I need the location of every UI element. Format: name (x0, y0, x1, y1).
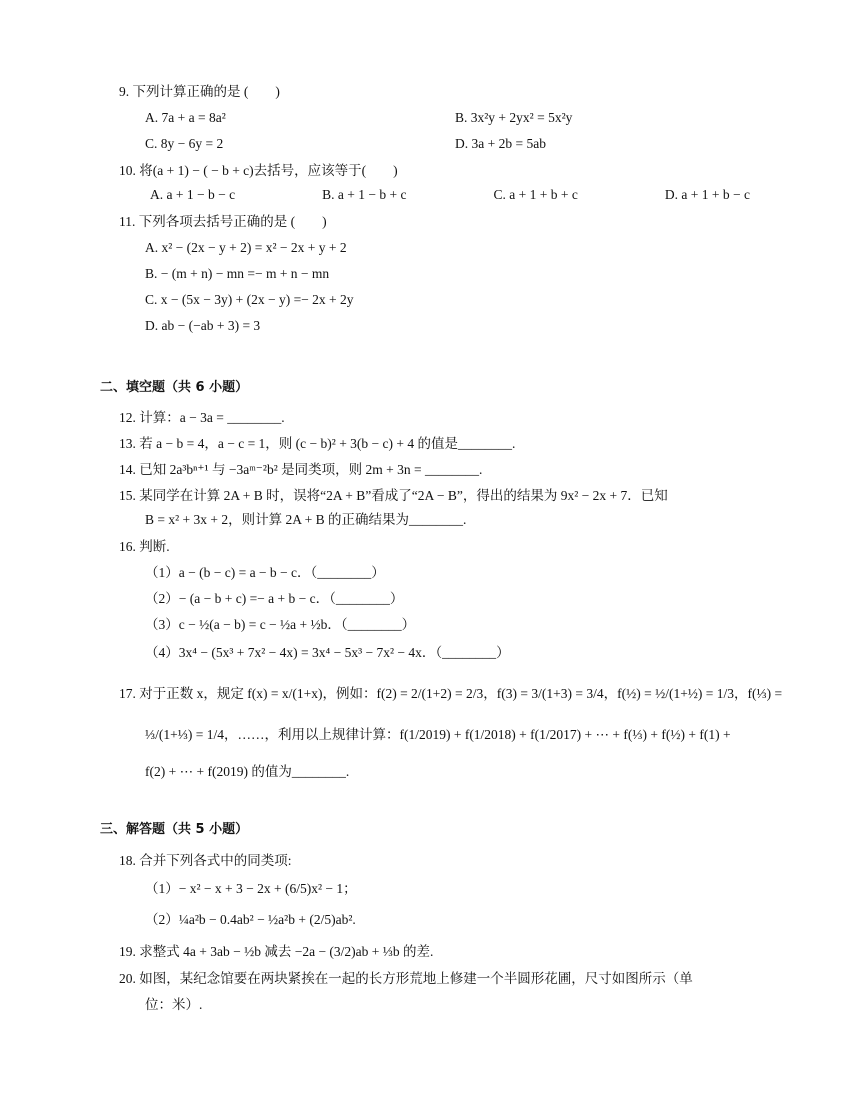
q16-stem: 16. 判断. (119, 539, 170, 554)
q15-line1: 15. 某同学在计算 2A + B 时，误将“2A + B”看成了“2A − B”，得出的结果为 9x² − 2x + 7．已知 (119, 488, 668, 503)
q12: 12. 计算：a − 3a = ________. (119, 410, 285, 425)
q9-option-a: A. 7a + a = 8a² (145, 110, 226, 125)
q10-option-b: B. a + 1 − b + c (322, 187, 407, 202)
q11-option-c: C. x − (5x − 3y) + (2x − y) =− 2x + 2y (145, 292, 354, 307)
q9-option-b: B. 3x²y + 2yx² = 5x²y (455, 110, 573, 125)
q17-line2: ⅓/(1+⅓) = 1/4，……，利用以上规律计算：f(1/2019) + f(1/2018) + f(1/2017) + ⋯ + f(⅓) + f(½) + f(1) + (145, 727, 731, 742)
q10-option-d: D. a + 1 + b − c (664, 187, 750, 202)
q19: 19. 求整式 4a + 3ab − ½b 减去 −2a − (3/2)ab + ⅓b 的差. (119, 944, 434, 959)
q11-stem: 11. 下列各项去括号正确的是 ( ) (119, 214, 327, 229)
q11-option-b: B. − (m + n) − mn =− m + n − mn (145, 266, 330, 281)
q11-option-a: A. x² − (2x − y + 2) = x² − 2x + y + 2 (145, 240, 347, 255)
q16-sub3: （3）c − ½(a − b) = c − ½a + ½b．（________） (145, 617, 416, 632)
q16-sub1: （1）a − (b − c) = a − b − c．（________） (145, 565, 385, 580)
q20-line2: 位：米）. (145, 997, 203, 1012)
q18-stem: 18. 合并下列各式中的同类项: (119, 853, 292, 868)
q10-stem: 10. 将(a + 1) − ( − b + c)去括号，应该等于( ) (119, 163, 398, 178)
q17-line3: f(2) + ⋯ + f(2019) 的值为________. (145, 764, 350, 779)
q9-stem: 9. 下列计算正确的是 ( ) (119, 84, 280, 99)
section3-title: 三、解答题（共 5 小题） (100, 822, 249, 837)
q13: 13. 若 a − b = 4，a − c = 1，则 (c − b)² + 3(b − c) + 4 的值是________. (119, 436, 516, 451)
q18-sub1: （1）− x² − x + 3 − 2x + (6/5)x² − 1； (145, 881, 357, 896)
q10-options (150, 185, 750, 205)
q11-option-d: D. ab − (−ab + 3) = 3 (145, 318, 261, 333)
q10-option-c: C. a + 1 + b + c (493, 187, 578, 202)
q14: 14. 已知 2a³bⁿ⁺¹ 与 −3aᵐ⁻²b² 是同类项，则 2m + 3n = ________. (119, 462, 483, 477)
q16-sub4: （4）3x⁴ − (5x³ + 7x² − 4x) = 3x⁴ − 5x³ − 7x² − 4x．（________） (145, 645, 510, 660)
q9-option-c: C. 8y − 6y = 2 (145, 136, 224, 151)
q17-line1: 17. 对于正数 x，规定 f(x) = x/(1+x)，例如：f(2) = 2/(1+2) = 2/3，f(3) = 3/(1+3) = 3/4，f(½) = ½/(1+½) = 1/3，f(⅓) = (119, 686, 783, 701)
q20-line1: 20. 如图，某纪念馆要在两块紧挨在一起的长方形荒地上修建一个半圆形花圃，尺寸如图所示（单 (119, 971, 693, 986)
section2-title: 二、填空题（共 6 小题） (100, 380, 249, 395)
q18-sub2: （2）¼a²b − 0.4ab² − ½a²b + (2/5)ab². (145, 912, 356, 927)
q9-option-d: D. 3a + 2b = 5ab (455, 136, 546, 151)
q10-option-a: A. a + 1 − b − c (150, 187, 236, 202)
q16-sub2: （2）− (a − b + c) =− a + b − c．（________） (145, 591, 404, 606)
q15-line2: B = x² + 3x + 2，则计算 2A + B 的正确结果为________. (145, 512, 467, 527)
